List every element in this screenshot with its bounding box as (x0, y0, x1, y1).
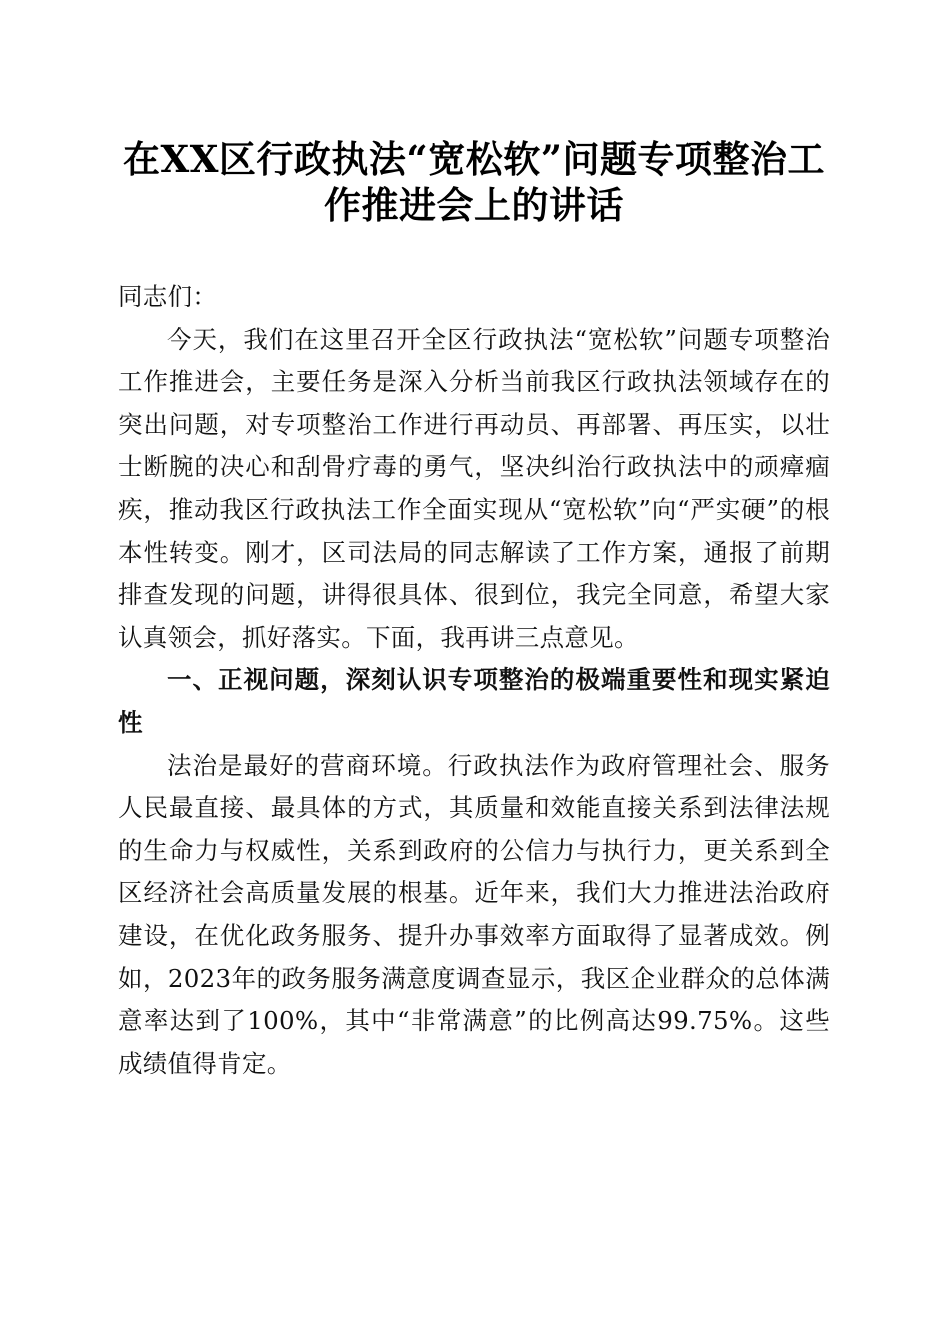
section-heading: 一、正视问题，深刻认识专项整治的极端重要性和现实紧迫性 (118, 665, 830, 737)
salutation: 同志们： (118, 282, 218, 311)
document-body (118, 276, 830, 1085)
section-paragraph: 法治是最好的营商环境。行政执法作为政府管理社会、服务人民最直接、最具体的方式，其质量和效能直接关系到法律法规的生命力与权威性，关系到政府的公信力与执行力，更关系到全区经济社会高质量发展的根基。近年来，我们大力推进法治政府建设，在优化政务服务、提升办事效率方面取得了显著成效。例如，2023年的政务服务满意度调查显示，我区企业群众的总体满意率达到了100%，其中“非常满意”的比例高达99.75%。这些成绩值得肯定。 (118, 750, 830, 1078)
opening-paragraph: 今天，我们在这里召开全区行政执法“宽松软”问题专项整治工作推进会，主要任务是深入分析当前我区行政执法领域存在的突出问题，对专项整治工作进行再动员、再部署、再压实，以壮士断腕的决心和刮骨疗毒的勇气，坚决纠治行政执法中的顽瘴痼疾，推动我区行政执法工作全面实现从“宽松软”向“严实硬”的根本性转变。刚才，区司法局的同志解读了工作方案，通报了前期排查发现的问题，讲得很具体、很到位，我完全同意，希望大家认真领会，抓好落实。下面，我再讲三点意见。 (118, 324, 830, 652)
document-title: 在XX区行政执法“宽松软”问题专项整治工作推进会上的讲话 (123, 137, 825, 227)
